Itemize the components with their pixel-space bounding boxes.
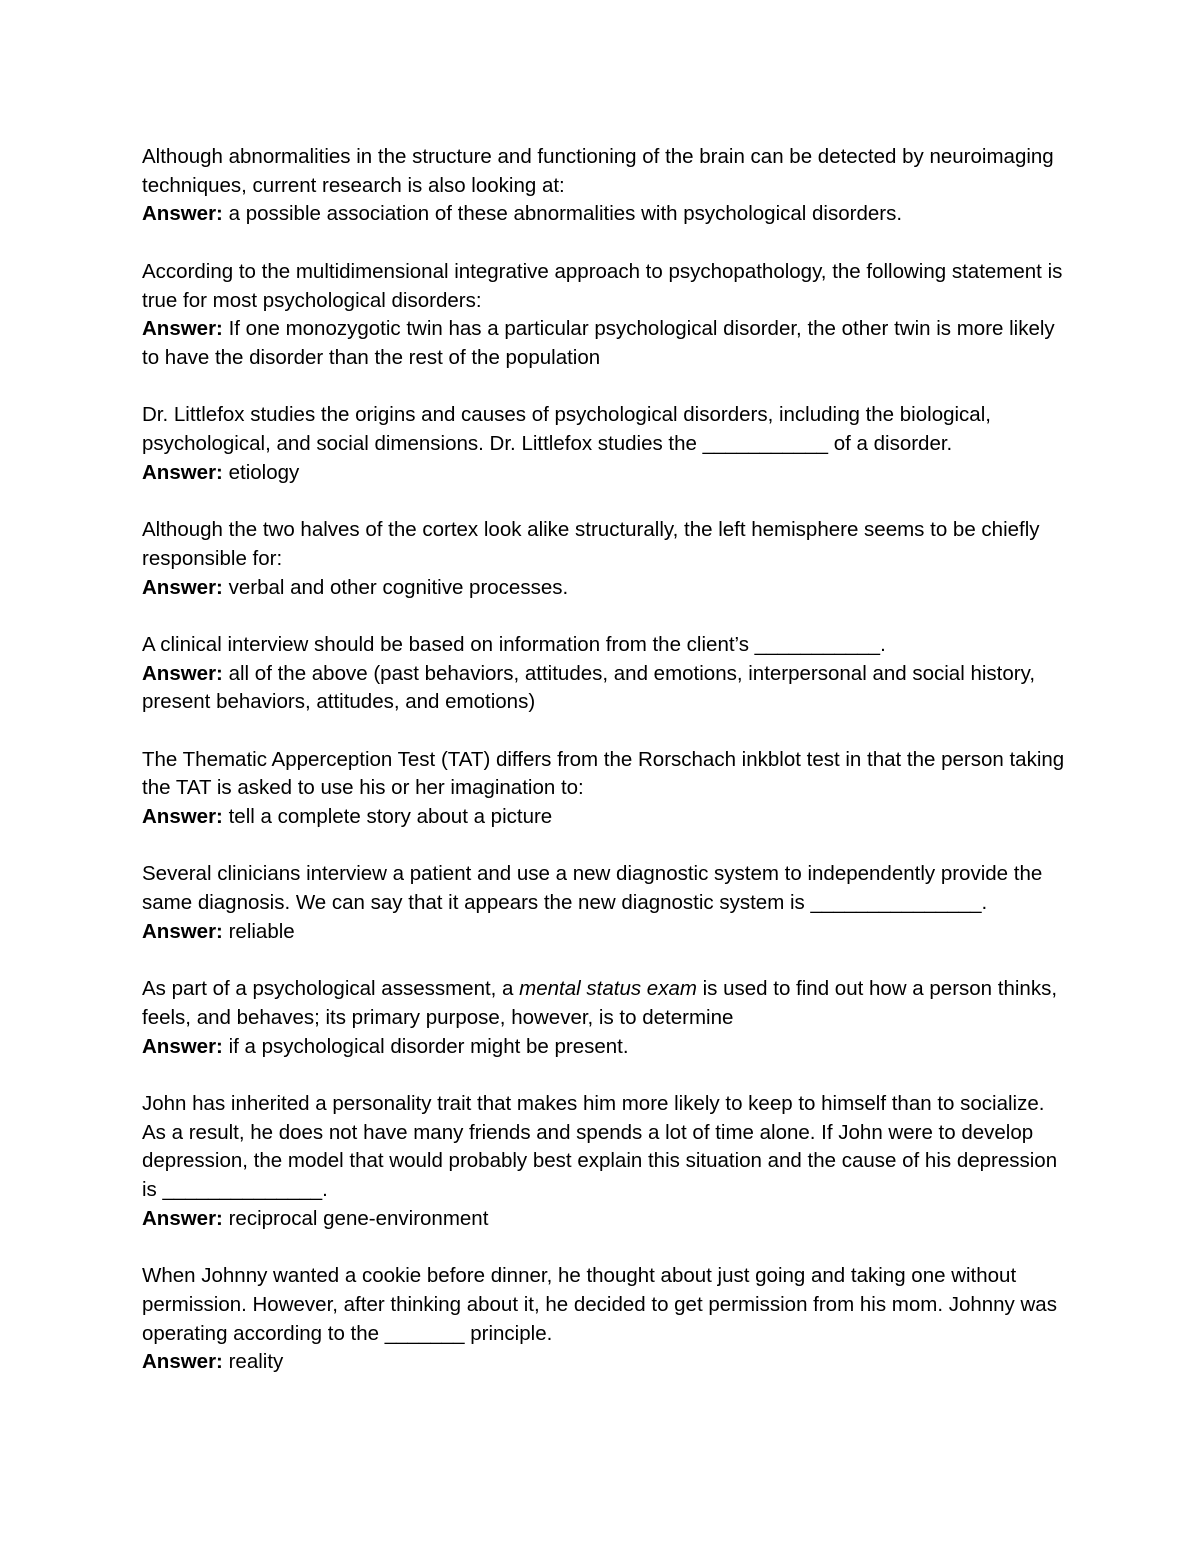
qa-item [142, 975, 1072, 1061]
answer-text: if a psychological disorder might be present. [228, 1034, 629, 1058]
answer-text: verbal and other cognitive processes. [228, 575, 569, 599]
answer-line [142, 574, 1072, 603]
answer-text: reciprocal gene-environment [228, 1206, 489, 1230]
answer-text: tell a complete story about a picture [228, 805, 553, 829]
answer-label: Answer: [142, 919, 223, 943]
answer-line [142, 315, 1072, 372]
question-text: A clinical interview should be based on information from the client’s ___________. [142, 632, 886, 656]
answer-line [142, 918, 1072, 947]
answer-text: reality [228, 1350, 284, 1374]
answer-line [142, 660, 1072, 717]
question-text: John has inherited a personality trait that makes him more likely to keep to himself than to socialize. As a result, he does not have many friends and spends a lot of time alone. If John were to develop depression, the model that would probably best explain this situation and the cause of his depression is ______________. [142, 1092, 1058, 1202]
question-text: According to the multidimensional integrative approach to psychopathology, the following statement is true for most psychological disorders: [142, 259, 1063, 312]
answer-label: Answer: [142, 805, 223, 829]
answer-line [142, 459, 1072, 488]
question-text: The Thematic Apperception Test (TAT) differs from the Rorschach inkblot test in that the person taking the TAT is asked to use his or her imagination to: [142, 747, 1065, 800]
answer-text: a possible association of these abnormalities with psychological disorders. [228, 202, 903, 226]
question-text-post: is used to find out how a person thinks, feels, and behaves; its primary purpose, however, is to determine [142, 977, 1058, 1029]
question-text: Dr. Littlefox studies the origins and causes of psychological disorders, including the biological, psychological, and social dimensions. Dr. Littlefox studies the ___________ of a disorder. [142, 403, 991, 455]
answer-label: Answer: [142, 460, 223, 484]
qa-item [142, 143, 1072, 229]
qa-item [142, 516, 1072, 602]
question-text: Although the two halves of the cortex look alike structurally, the left hemisphere seems to be chiefly responsible for: [142, 518, 1040, 570]
qa-item [142, 631, 1072, 717]
answer-text: reliable [228, 919, 295, 943]
answer-text: all of the above (past behaviors, attitudes, and emotions, interpersonal and social history, present behaviors, attitudes, and emotions) [142, 661, 1036, 714]
question-text: Although abnormalities in the structure and functioning of the brain can be detected by neuroimaging techniques, current research is also looking at: [142, 145, 1054, 197]
qa-item [142, 1262, 1072, 1377]
answer-label: Answer: [142, 575, 223, 599]
answer-label: Answer: [142, 661, 223, 685]
qa-item [142, 746, 1072, 832]
answer-line [142, 1205, 1072, 1234]
answer-text: etiology [228, 460, 300, 484]
question-text [142, 975, 1072, 1032]
answer-label: Answer: [142, 1034, 223, 1058]
answer-line [142, 1348, 1072, 1377]
answer-line [142, 200, 1072, 229]
question-text: When Johnny wanted a cookie before dinner, he thought about just going and taking one without permission. However, after thinking about it, he decided to get permission from his mom. Johnny was operating according to the _______ principle. [142, 1264, 1057, 1345]
qa-item [142, 1090, 1072, 1234]
answer-line [142, 803, 1072, 832]
qa-item [142, 401, 1072, 487]
document-page [142, 143, 1072, 1406]
question-text-pre: As part of a psychological assessment, a [142, 977, 520, 1001]
answer-label: Answer: [142, 1350, 223, 1374]
question-text: Several clinicians interview a patient and use a new diagnostic system to independently provide the same diagnosis. We can say that it appears the new diagnostic system is _______________. [142, 862, 1043, 915]
answer-text: If one monozygotic twin has a particular psychological disorder, the other twin is more likely to have the disorder than the rest of the population [142, 317, 1055, 369]
qa-item [142, 258, 1072, 373]
qa-item [142, 860, 1072, 946]
answer-line [142, 1033, 1072, 1062]
answer-label: Answer: [142, 317, 223, 341]
question-emphasis: mental status exam [519, 977, 697, 1001]
answer-label: Answer: [142, 1206, 223, 1230]
answer-label: Answer: [142, 202, 223, 226]
